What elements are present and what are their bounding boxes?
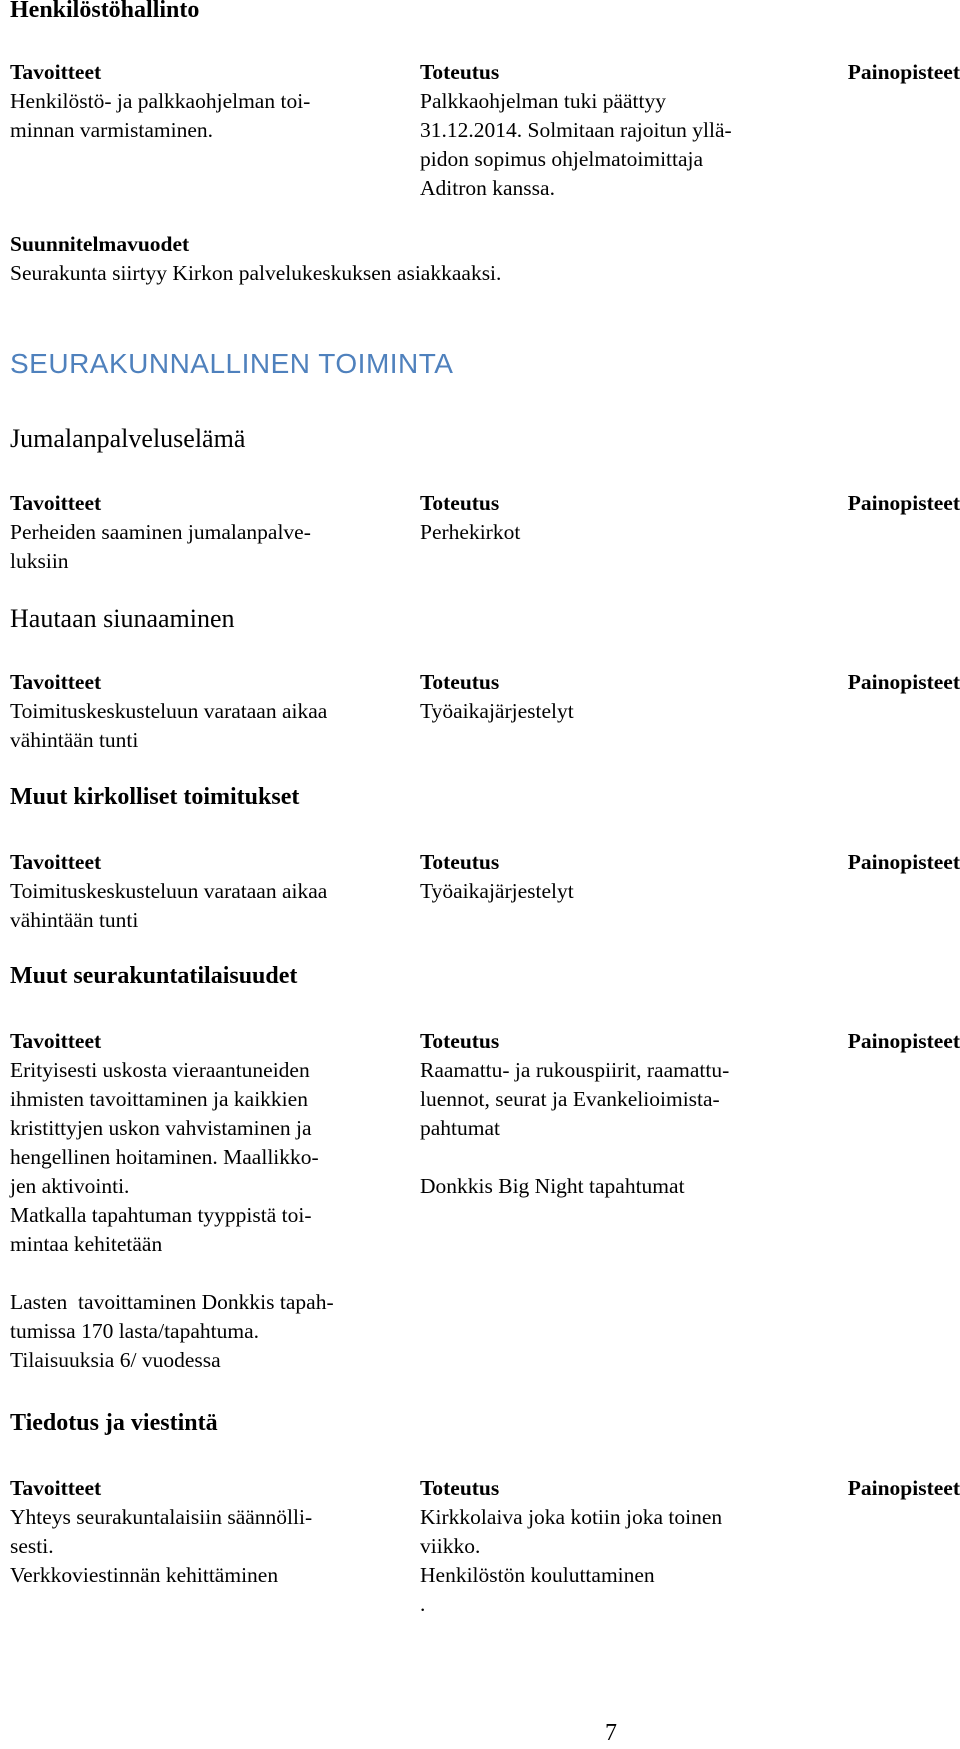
toteutus-line: Työaikajärjestelyt — [420, 699, 574, 723]
tavoitteet-line: Verkkoviestinnän kehittäminen — [10, 1563, 279, 1587]
tavoitteet-line: vähintään tunti — [10, 908, 139, 932]
tavoitteet-line: vähintään tunti — [10, 728, 139, 752]
heading-jumalanpalveluselama: Jumalanpalveluselämä — [10, 424, 246, 453]
toteutus-line: Perhekirkot — [420, 520, 521, 544]
section-title: SEURAKUNNALLINEN TOIMINTA — [10, 348, 454, 379]
tavoitteet-line: Henkilöstö- ja palkkaohjelman toi- — [10, 89, 311, 113]
painopisteet-label: Painopisteet — [847, 1476, 960, 1500]
painopisteet-label: Painopisteet — [847, 850, 960, 874]
toteutus-block-tiedotus — [420, 1474, 722, 1619]
tavoitteet-block-muut-tilaisuudet — [10, 1027, 319, 1259]
painopisteet-label: Painopisteet — [847, 491, 960, 515]
toteutus-line: viikko. — [420, 1534, 481, 1558]
painopisteet-label: Painopisteet — [847, 1029, 960, 1053]
toteutus-line: Henkilöstön kouluttaminen — [420, 1563, 655, 1587]
toteutus-line: Työaikajärjestelyt — [420, 879, 574, 903]
toteutus-label: Toteutus — [420, 670, 500, 694]
heading-muut-kirkolliset-toimitukset: Muut kirkolliset toimitukset — [10, 784, 300, 810]
tavoitteet-label: Tavoitteet — [10, 670, 102, 694]
toteutus-label: Toteutus — [420, 491, 500, 515]
lasten-block — [10, 1288, 334, 1375]
suunnitelmavuodet-text: Seurakunta siirtyy Kirkon palvelukeskuksen asiakkaaksi. — [10, 261, 502, 285]
toteutus-line-spacer — [420, 1143, 729, 1172]
tavoitteet-line: Toimituskeskusteluun varataan aikaa — [10, 879, 328, 903]
tavoitteet-block-muut-toimitukset — [10, 848, 327, 935]
heading-tiedotus-ja-viestinta: Tiedotus ja viestintä — [10, 1410, 218, 1436]
tavoitteet-line: sesti. — [10, 1534, 54, 1558]
tavoitteet-line: minnan varmistaminen. — [10, 118, 214, 142]
tavoitteet-block-jumalanpalvelus — [10, 489, 311, 576]
tavoitteet-block-tiedotus — [10, 1474, 312, 1590]
tavoitteet-label: Tavoitteet — [10, 60, 102, 84]
tavoitteet-line: ihmisten tavoittaminen ja kaikkien — [10, 1087, 308, 1111]
suunnitelmavuodet-block — [10, 230, 501, 288]
heading-muut-seurakuntatilaisuudet: Muut seurakuntatilaisuudet — [10, 963, 298, 989]
tavoitteet-line: Matkalla tapahtuman tyyppistä toi- — [10, 1203, 312, 1227]
suunnitelmavuodet-label: Suunnitelmavuodet — [10, 232, 190, 256]
tavoitteet-line: Toimituskeskusteluun varataan aikaa — [10, 699, 328, 723]
tavoitteet-label: Tavoitteet — [10, 1029, 102, 1053]
tavoitteet-line: hengellinen hoitaminen. Maallikko- — [10, 1145, 319, 1169]
tavoitteet-line: Yhteys seurakuntalaisiin säännölli- — [10, 1505, 313, 1529]
toteutus-label: Toteutus — [420, 1029, 500, 1053]
tavoitteet-line: mintaa kehitetään — [10, 1232, 163, 1256]
toteutus-block-henkilosto — [420, 58, 732, 203]
tavoitteet-label: Tavoitteet — [10, 1476, 102, 1500]
toteutus-block-jumalanpalvelus — [420, 489, 520, 547]
tavoitteet-block-hautaan — [10, 668, 327, 755]
lasten-line: tumissa 170 lasta/tapahtuma. — [10, 1319, 259, 1343]
toteutus-line: pidon sopimus ohjelmatoimittaja — [420, 147, 704, 171]
toteutus-label: Toteutus — [420, 850, 500, 874]
toteutus-line: Donkkis Big Night tapahtumat — [420, 1174, 685, 1198]
tavoitteet-line: Erityisesti uskosta vieraantuneiden — [10, 1058, 310, 1082]
toteutus-line: luennot, seurat ja Evankelioimista- — [420, 1087, 720, 1111]
lasten-line: Lasten tavoittaminen Donkkis tapah- — [10, 1290, 334, 1314]
tavoitteet-line: kristittyjen uskon vahvistaminen ja — [10, 1116, 312, 1140]
tavoitteet-label: Tavoitteet — [10, 850, 102, 874]
toteutus-line: 31.12.2014. Solmitaan rajoitun yllä- — [420, 118, 732, 142]
toteutus-line: Palkkaohjelman tuki päättyy — [420, 89, 667, 113]
tavoitteet-line: jen aktivointi. — [10, 1174, 130, 1198]
toteutus-block-muut-toimitukset — [420, 848, 574, 906]
painopisteet-label: Painopisteet — [847, 60, 960, 84]
lasten-line: Tilaisuuksia 6/ vuodessa — [10, 1348, 221, 1372]
toteutus-line: . — [420, 1592, 426, 1616]
tavoitteet-line: luksiin — [10, 549, 69, 573]
toteutus-label: Toteutus — [420, 60, 500, 84]
toteutus-block-hautaan — [420, 668, 574, 726]
heading-henkilostohallinto: Henkilöstöhallinto — [10, 0, 200, 23]
heading-hautaan-siunaaminen: Hautaan siunaaminen — [10, 604, 235, 633]
page-number: 7 — [605, 1720, 617, 1746]
toteutus-line: Kirkkolaiva joka kotiin joka toinen — [420, 1505, 723, 1529]
toteutus-line: Aditron kanssa. — [420, 176, 555, 200]
toteutus-line: pahtumat — [420, 1116, 501, 1140]
tavoitteet-line: Perheiden saaminen jumalanpalve- — [10, 520, 311, 544]
tavoitteet-label: Tavoitteet — [10, 491, 102, 515]
toteutus-label: Toteutus — [420, 1476, 500, 1500]
tavoitteet-block-henkilosto — [10, 58, 310, 145]
painopisteet-label: Painopisteet — [847, 670, 960, 694]
toteutus-block-muut-tilaisuudet — [420, 1027, 729, 1201]
toteutus-line: Raamattu- ja rukouspiirit, raamattu- — [420, 1058, 730, 1082]
